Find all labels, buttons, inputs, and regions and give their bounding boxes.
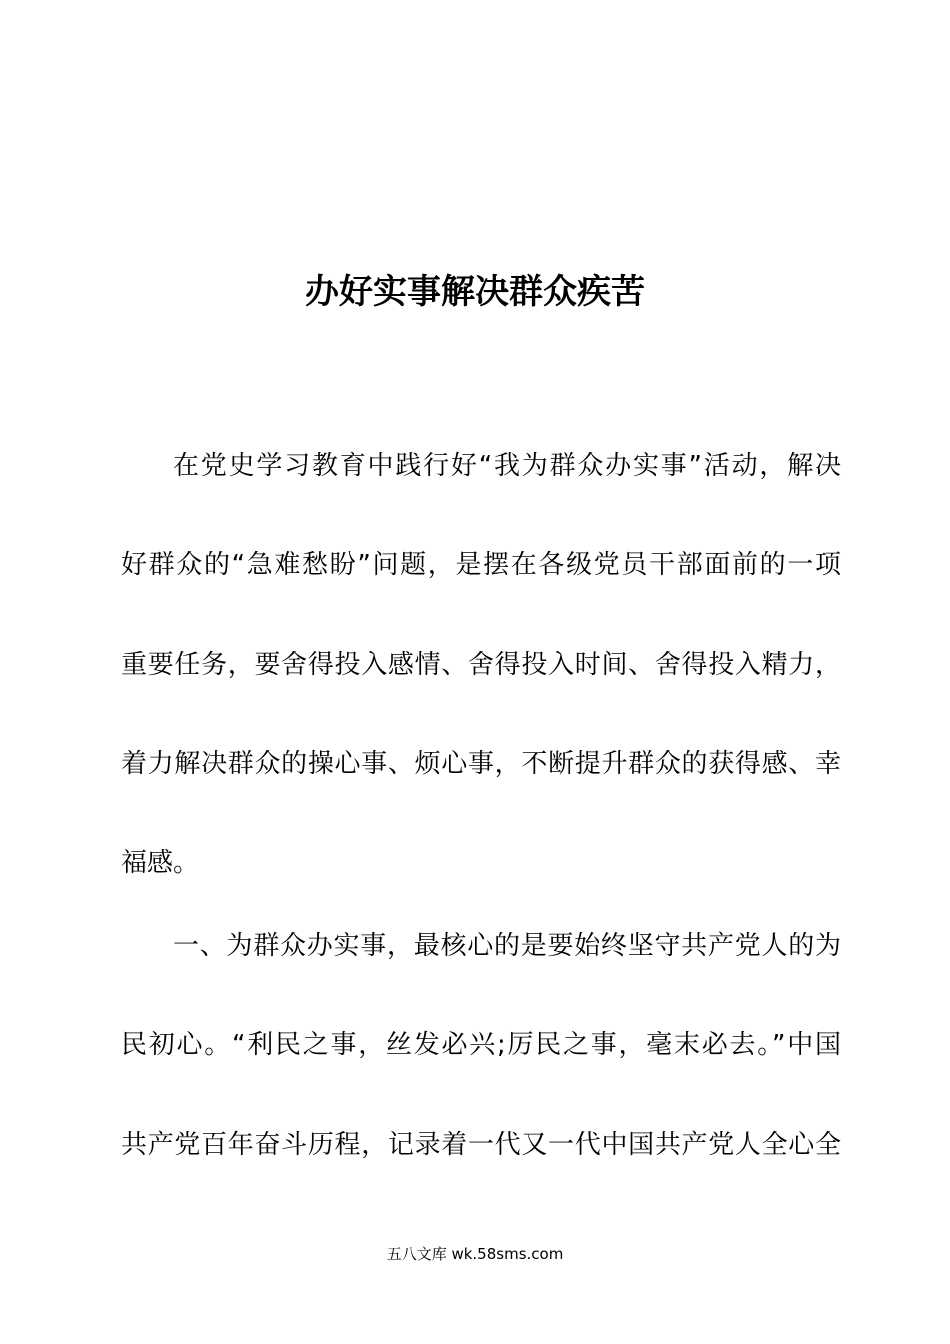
paragraph-1-line-1: 在党史学习教育中践行好“我为群众办实事”活动，解决 (173, 451, 841, 481)
paragraph-2-line-1: 一、为群众办实事，最核心的是要始终坚守共产党人的为 (173, 931, 841, 961)
paragraph-2-line-3: 共产党百年奋斗历程，记录着一代又一代中国共产党人全心全 (121, 1130, 841, 1160)
paragraph-2-line-2: 民初心。“利民之事，丝发必兴;厉民之事，毫末必去。”中国 (121, 1030, 841, 1060)
document-title: 办好实事解决群众疾苦 (305, 272, 645, 312)
paragraph-1-line-3: 重要任务，要舍得投入感情、舍得投入时间、舍得投入精力， (121, 650, 841, 680)
paragraph-1-line-5: 福感。 (121, 848, 200, 878)
paragraph-1-line-2: 好群众的“急难愁盼”问题，是摆在各级党员干部面前的一项 (121, 550, 841, 580)
paragraph-1-line-4: 着力解决群众的操心事、烦心事，不断提升群众的获得感、幸 (121, 749, 841, 779)
footer-watermark-text: 五八文库 wk.58sms.com (386, 1245, 564, 1263)
